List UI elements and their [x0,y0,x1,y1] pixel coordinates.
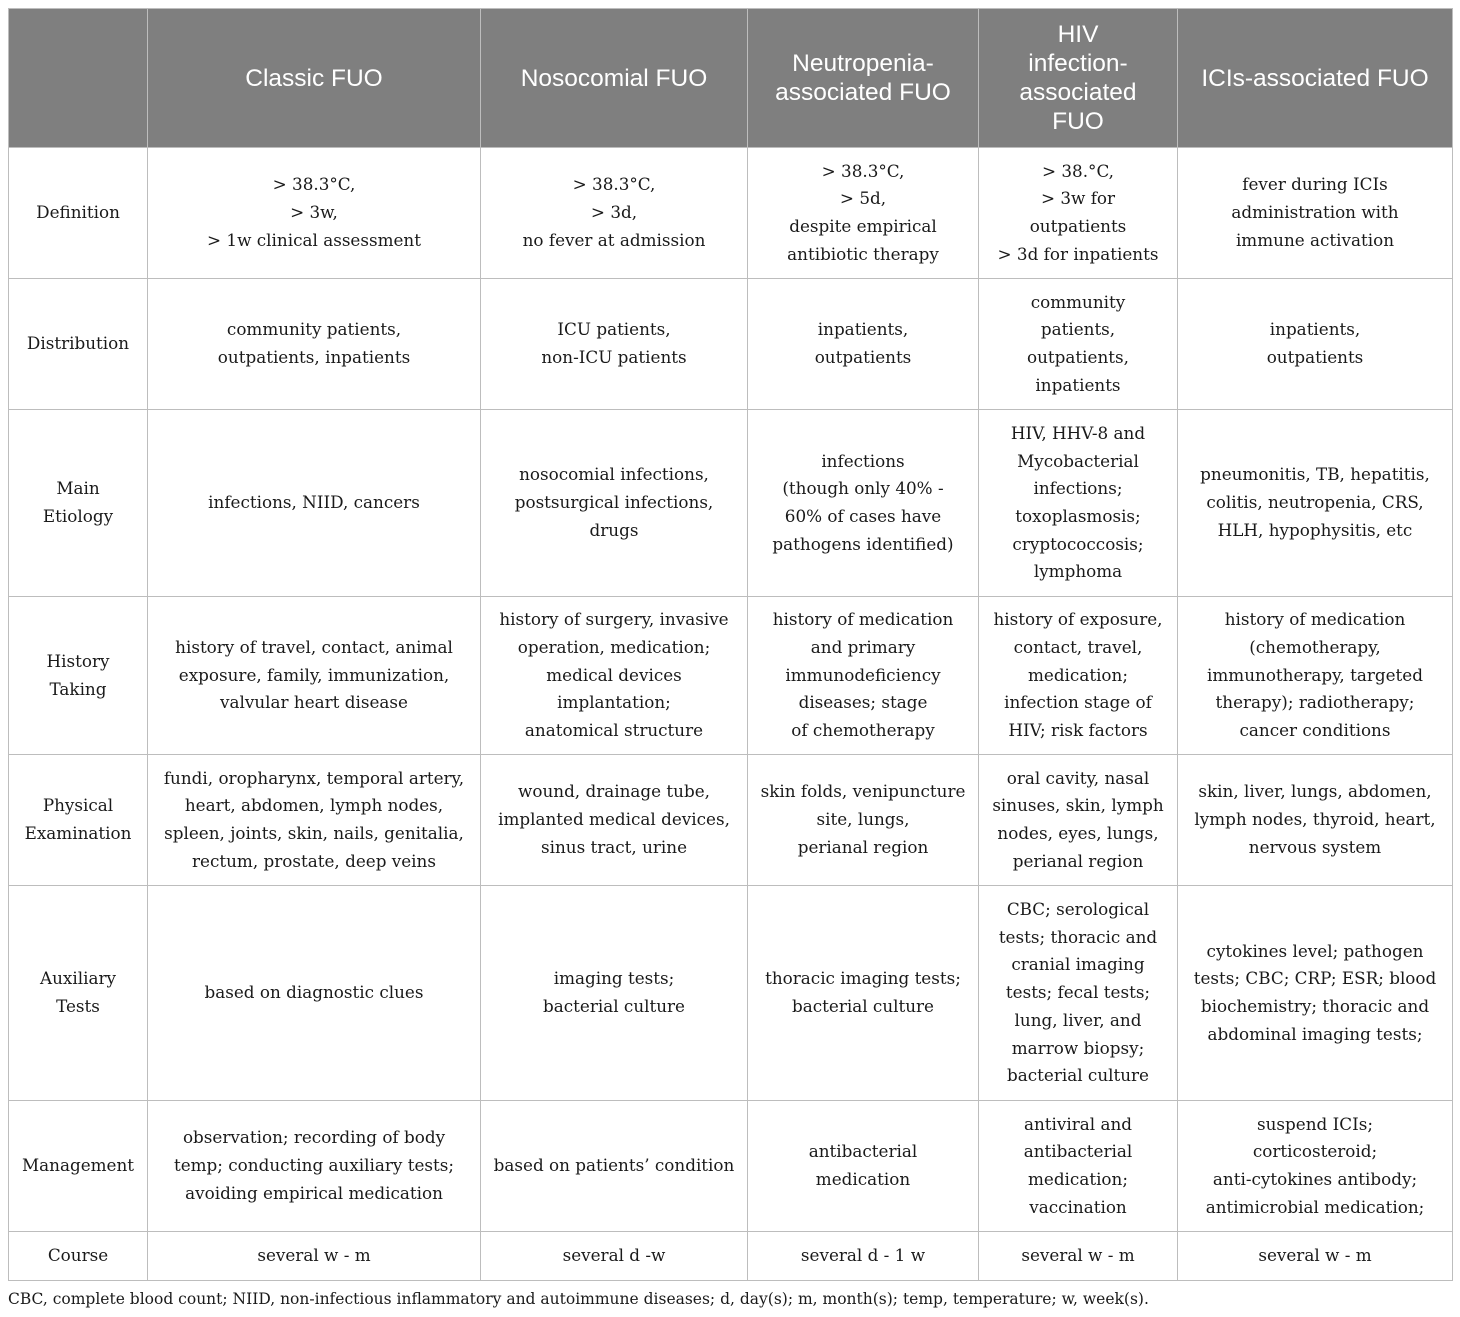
header-line: Neutropenia- [792,50,934,77]
cell-auxiliary-hiv [979,886,1178,1101]
cell-distribution-hiv [979,279,1178,410]
cell-definition-icis [1178,148,1453,279]
cell-line: medical devices [546,664,682,685]
cell-physical-icis [1178,755,1453,886]
cell-line: history of exposure, [993,609,1163,630]
row-label-auxiliary-tests [9,886,148,1101]
cell-line: temp; conducting auxiliary tests; [173,1155,455,1176]
cell-line: sinuses, skin, lymph [992,795,1164,816]
cell-line: (though only 40% - [782,478,944,499]
cell-line: antibacterial [1023,1141,1133,1162]
cell-line: bacterial culture [1007,1065,1149,1086]
header-line: FUO [1052,108,1104,135]
row-label-main-etiology [9,410,148,597]
fuo-comparison-table [8,8,1453,1281]
row-course [9,1232,1453,1281]
cell-line: of chemotherapy [791,720,935,741]
cell-line: inpatients, [817,319,909,340]
header-nosocomial-fuo: Nosocomial FUO [481,9,748,148]
header-line: HIV [1057,21,1099,48]
cell-line: HLH, hypophysitis, etc [1217,519,1413,540]
cell-line: outpatients, inpatients [217,347,411,367]
cell-line: infection stage of [1004,692,1152,713]
row-label-course: Course [9,1232,148,1281]
cell-line: no fever at admission [522,229,706,250]
cell-etiology-hiv [979,410,1178,597]
row-main-etiology [9,410,1453,597]
cell-auxiliary-neutropenia [748,886,979,1101]
cell-line: corticosteroid; [1252,1141,1378,1162]
cell-line: vaccination [1029,1196,1127,1217]
cell-physical-neutropenia [748,755,979,886]
cell-distribution-nosocomial [481,279,748,410]
cell-line: > 1w clinical assessment [207,229,421,250]
cell-line: diseases; stage [798,692,928,713]
cell-line: avoiding empirical medication [185,1182,443,1203]
row-label-physical-examination [9,755,148,886]
cell-line: cranial imaging [1011,954,1145,975]
cell-line: HIV, HHV-8 and [1010,422,1146,443]
header-row [9,9,1453,148]
row-label-definition: Definition [9,148,148,279]
cell-history-icis [1178,597,1453,755]
label-line: Auxiliary [40,968,116,989]
cell-line: medication [815,1169,911,1189]
cell-line: immune activation [1235,229,1395,250]
cell-line: non-ICU patients [541,347,687,367]
cell-history-classic [148,597,481,755]
cell-line: several d -w [562,1245,666,1266]
cell-line: > 3d, [590,202,638,223]
cell-line: cancer conditions [1239,720,1391,741]
row-management [9,1101,1453,1232]
cell-line: tests; fecal tests; [1005,982,1151,1003]
row-label-history-taking [9,597,148,755]
cell-line: rectum, prostate, deep veins [192,850,436,871]
cell-line: inpatients [1035,374,1121,395]
cell-line: > 3w, [290,202,338,223]
header-line: associated FUO [775,79,951,106]
cell-line: based on diagnostic clues [204,982,424,1003]
cell-line: several w - m [1021,1245,1135,1266]
cell-line: (chemotherapy, [1249,636,1381,657]
header-hiv-fuo [979,9,1178,148]
cell-line: antiviral and [1023,1113,1133,1134]
cell-line: and primary [810,636,916,657]
cell-line: medication; [1027,1169,1129,1189]
label-line: Physical [42,795,114,816]
header-icis-fuo: ICIs-associated FUO [1178,9,1453,148]
row-physical-examination [9,755,1453,886]
cell-line: valvular heart disease [220,692,408,713]
cell-line: history of medication [1224,609,1406,630]
cell-line: nervous system [1248,836,1382,857]
cell-line: implantation; [557,692,671,713]
cell-line: pathogens identified) [772,533,954,554]
label-line: Etiology [42,506,114,526]
cell-line: community patients, [226,319,402,340]
header-line: infection- [1028,50,1128,77]
cell-line: antibacterial [808,1141,918,1162]
cell-definition-nosocomial [481,148,748,279]
cell-line: bacterial culture [792,996,934,1016]
cell-line: tests; CBC; CRP; ESR; blood [1193,968,1437,989]
cell-distribution-classic [148,279,481,410]
cell-line: based on patients’ condition [493,1155,735,1176]
cell-line: nodes, eyes, lungs, [997,823,1159,843]
header-cell-empty [9,9,148,148]
row-auxiliary-tests [9,886,1453,1101]
cell-line: site, lungs, [816,809,910,830]
cell-line: cryptococcosis; [1012,533,1144,554]
cell-course-nosocomial [481,1232,748,1281]
cell-line: colitis, neutropenia, CRS, [1206,492,1424,513]
cell-etiology-nosocomial [481,410,748,597]
cell-line: outpatients, [1027,347,1129,367]
cell-line: several d - 1 w [800,1245,926,1266]
cell-line: abdominal imaging tests; [1207,1023,1423,1044]
cell-line: immunodeficiency [785,664,941,685]
cell-line: immunotherapy, targeted [1207,664,1423,685]
label-line: Tests [56,996,100,1016]
cell-definition-classic [148,148,481,279]
cell-line: perianal region [797,836,929,857]
cell-line: ICU patients, [557,319,671,340]
cell-course-icis [1178,1232,1453,1281]
cell-line: inpatients, [1269,319,1361,340]
cell-line: implanted medical devices, [498,809,730,830]
cell-line: lymphoma [1033,561,1123,582]
cell-auxiliary-icis [1178,886,1453,1101]
cell-line: > 38.°C, [1041,160,1115,181]
label-line: Examination [24,823,132,843]
cell-definition-hiv [979,148,1178,279]
cell-line: thoracic imaging tests; [765,968,961,989]
cell-line: operation, medication; [517,636,711,657]
cell-line: oral cavity, nasal [1006,767,1150,788]
cell-line: > 3w for [1040,188,1116,209]
cell-line: despite empirical [789,216,937,236]
cell-line: > 5d, [839,188,887,209]
cell-line: heart, abdomen, lymph nodes, [184,795,444,816]
cell-line: infections, NIID, cancers [208,492,420,513]
cell-etiology-icis [1178,410,1453,597]
cell-line: exposure, family, immunization, [178,664,450,685]
row-label-distribution: Distribution [9,279,148,410]
cell-line: observation; recording of body [182,1127,446,1148]
cell-line: HIV; risk factors [1008,720,1148,741]
cell-line: tests; thoracic and [998,926,1158,947]
cell-line: anti-cytokines antibody; [1212,1169,1418,1189]
cell-line: community [1030,291,1126,312]
table-footnote: CBC, complete blood count; NIID, non-infectious inflammatory and autoimmune diseases; d, day(s); m, month(s); temp, temperature; w, week(s). [8,1290,1149,1308]
cell-auxiliary-nosocomial [481,886,748,1101]
cell-line: antimicrobial medication; [1205,1196,1425,1217]
cell-etiology-classic [148,410,481,597]
cell-line: toxoplasmosis; [1015,506,1141,526]
cell-line: several w - m [257,1245,371,1266]
label-line: Main [56,478,100,499]
cell-physical-hiv [979,755,1178,886]
cell-line: administration with [1231,202,1399,223]
cell-line: history of medication [772,609,954,630]
row-label-management: Management [9,1101,148,1232]
cell-line: patients, [1040,319,1116,340]
cell-history-hiv [979,597,1178,755]
cell-line: CBC; serological [1006,899,1150,920]
row-distribution [9,279,1453,410]
cell-distribution-icis [1178,279,1453,410]
cell-line: > 38.3°C, [572,174,656,195]
cell-line: Mycobacterial [1017,450,1139,471]
cell-line: skin folds, venipuncture [760,781,966,802]
cell-line: contact, travel, [1013,636,1143,657]
cell-course-neutropenia [748,1232,979,1281]
cell-line: postsurgical infections, [514,492,714,513]
cell-line: > 38.3°C, [272,174,356,195]
cell-line: fundi, oropharynx, temporal artery, [163,767,465,788]
cell-line: sinus tract, urine [540,836,688,857]
cell-line: outpatients [1029,216,1127,236]
cell-etiology-neutropenia [748,410,979,597]
cell-distribution-neutropenia [748,279,979,410]
cell-line: anatomical structure [524,720,704,741]
cell-line: outpatients [1266,347,1364,367]
cell-auxiliary-classic [148,886,481,1101]
cell-line: skin, liver, lungs, abdomen, [1198,781,1432,802]
cell-history-neutropenia [748,597,979,755]
cell-physical-nosocomial [481,755,748,886]
cell-line: history of surgery, invasive [499,609,729,630]
cell-line: biochemistry; thoracic and [1200,996,1430,1016]
cell-line: fever during ICIs [1242,174,1388,195]
cell-line: wound, drainage tube, [517,781,710,802]
header-line: associated [1019,79,1137,106]
cell-line: nosocomial infections, [519,464,709,485]
cell-line: 60% of cases have [784,506,942,526]
cell-line: lung, liver, and [1014,1009,1142,1030]
cell-line: perianal region [1012,850,1144,871]
cell-line: suspend ICIs; [1257,1113,1373,1134]
label-line: History [46,650,110,671]
cell-management-hiv [979,1101,1178,1232]
row-history-taking [9,597,1453,755]
cell-line: therapy); radiotherapy; [1215,692,1415,713]
cell-line: > 3d for inpatients [997,243,1159,264]
cell-line: cytokines level; pathogen [1206,940,1424,961]
header-neutropenia-fuo [748,9,979,148]
cell-line: several w - m [1258,1245,1372,1266]
cell-management-nosocomial [481,1101,748,1232]
cell-line: > 38.3°C, [821,160,905,181]
cell-line: infections; [1033,478,1123,499]
cell-course-hiv [979,1232,1178,1281]
cell-definition-neutropenia [748,148,979,279]
cell-line: outpatients [814,347,912,367]
cell-line: antibiotic therapy [787,243,939,264]
cell-management-icis [1178,1101,1453,1232]
row-definition [9,148,1453,279]
cell-management-classic [148,1101,481,1232]
cell-line: infections [821,450,905,471]
label-line: Taking [49,678,107,699]
cell-line: marrow biopsy; [1011,1037,1145,1058]
cell-line: lymph nodes, thyroid, heart, [1194,809,1436,830]
cell-line: imaging tests; [553,968,675,989]
cell-line: pneumonitis, TB, hepatitis, [1200,464,1430,485]
cell-line: bacterial culture [543,996,685,1016]
header-classic-fuo: Classic FUO [148,9,481,148]
cell-history-nosocomial [481,597,748,755]
cell-management-neutropenia [748,1101,979,1232]
cell-physical-classic [148,755,481,886]
cell-line: history of travel, contact, animal [175,636,453,657]
cell-line: spleen, joints, skin, nails, genitalia, [164,823,464,843]
cell-course-classic [148,1232,481,1281]
cell-line: drugs [589,519,639,540]
cell-line: medication; [1027,664,1129,685]
